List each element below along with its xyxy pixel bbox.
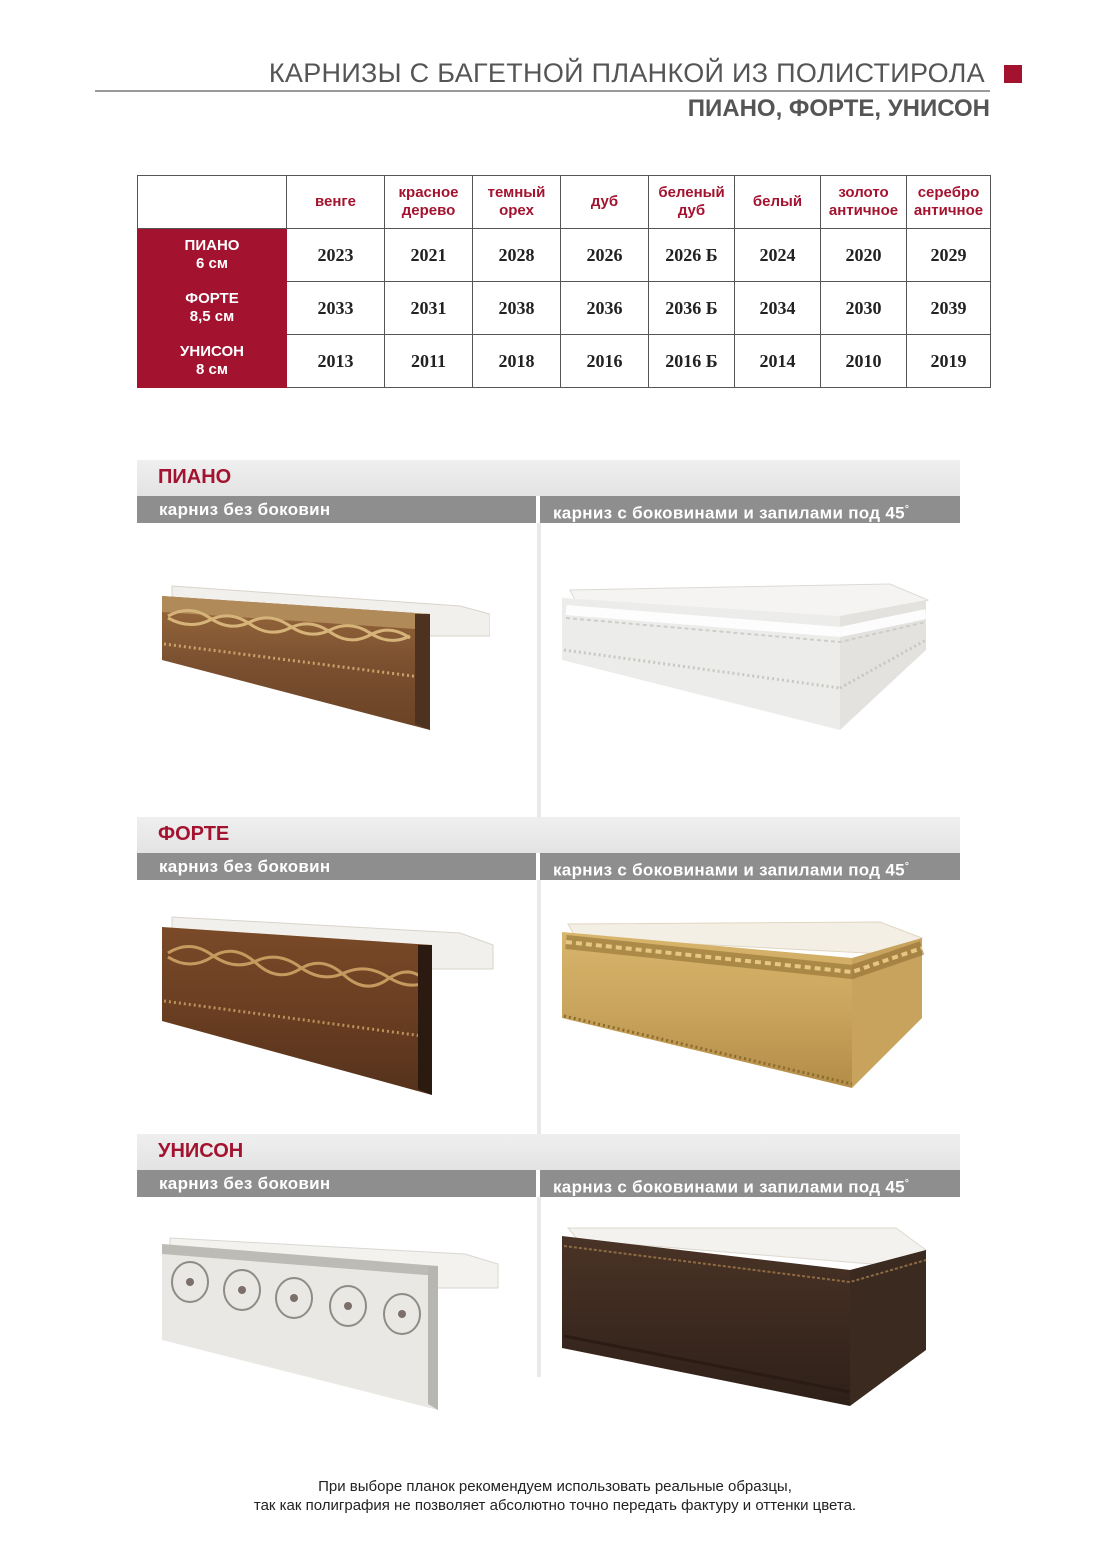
code-cell: 2014	[735, 335, 821, 388]
col-header-walnut: темный орех	[473, 176, 561, 229]
code-cell: 2038	[473, 282, 561, 335]
table-row	[138, 229, 991, 282]
code-cell: 2030	[821, 282, 907, 335]
code-cell: 2033	[287, 282, 385, 335]
code-cell: 2011	[385, 335, 473, 388]
row-header-piano: ПИАНО 6 см	[138, 229, 287, 282]
code-cell: 2019	[907, 335, 991, 388]
code-cell: 2036	[561, 282, 649, 335]
code-cell: 2013	[287, 335, 385, 388]
page-subtitle: ПИАНО, ФОРТЕ, УНИСОН	[687, 95, 990, 122]
code-cell: 2018	[473, 335, 561, 388]
page-title: КАРНИЗЫ С БАГЕТНОЙ ПЛАНКОЙ ИЗ ПОЛИСТИРОЛА	[268, 58, 985, 88]
footer-note-line1: При выборе планок рекомендуем использовать реальные образцы,	[318, 1478, 792, 1495]
code-cell: 2016 Б	[649, 335, 735, 388]
piano-cornice-with-sides-image	[560, 580, 930, 740]
forte-cornice-image	[160, 913, 495, 1103]
footer-note-line2: так как полиграфия не позволяет абсолютно точно передать фактуру и оттенки цвета.	[253, 1497, 857, 1514]
column-divider	[537, 880, 541, 1135]
table-row	[138, 282, 991, 335]
section-title-forte: ФОРТЕ	[158, 823, 230, 845]
code-cell: 2031	[385, 282, 473, 335]
code-cell: 2020	[821, 229, 907, 282]
corner-color-label: цвет	[238, 181, 272, 198]
code-cell: 2024	[735, 229, 821, 282]
code-cell: 2026 Б	[649, 229, 735, 282]
col-header-wenge: венге	[287, 176, 385, 229]
section-title-piano: ПИАНО	[158, 466, 232, 488]
label-with-sides: карниз с боковинами и запилами под 45°	[540, 1170, 960, 1197]
label-without-sides: карниз без боковин	[137, 496, 536, 523]
corner-form-label: форма	[146, 204, 197, 221]
code-cell: 2029	[907, 229, 991, 282]
column-divider	[537, 523, 541, 818]
col-header-oak: дуб	[561, 176, 649, 229]
code-cell: 2010	[821, 335, 907, 388]
col-header-antique-silver: серебро античное	[907, 176, 991, 229]
section-title-unison: УНИСОН	[158, 1140, 244, 1162]
code-cell: 2036 Б	[649, 282, 735, 335]
section-band-unison	[137, 1134, 960, 1170]
label-without-sides: карниз без боковин	[137, 1170, 536, 1197]
section-band-forte	[137, 817, 960, 853]
col-header-bleached-oak: беленый дуб	[649, 176, 735, 229]
label-with-sides: карниз с боковинами и запилами под 45°	[540, 496, 960, 523]
color-code-table	[137, 175, 991, 388]
code-cell: 2039	[907, 282, 991, 335]
table-corner-header	[138, 176, 287, 229]
col-header-antique-gold: золото античное	[821, 176, 907, 229]
title-divider	[95, 90, 990, 92]
forte-cornice-with-sides-image	[560, 918, 928, 1093]
code-cell: 2016	[561, 335, 649, 388]
piano-cornice-image	[160, 578, 490, 738]
column-divider	[537, 1197, 541, 1377]
label-with-sides: карниз с боковинами и запилами под 45°	[540, 853, 960, 880]
code-cell: 2034	[735, 282, 821, 335]
label-without-sides: карниз без боковин	[137, 853, 536, 880]
unison-cornice-image	[160, 1232, 500, 1417]
unison-cornice-with-sides-image	[560, 1224, 930, 1409]
code-cell: 2023	[287, 229, 385, 282]
section-band-piano	[137, 460, 960, 496]
brand-square-icon	[1004, 65, 1022, 83]
col-header-mahogany: красное дерево	[385, 176, 473, 229]
code-cell: 2026	[561, 229, 649, 282]
code-cell: 2021	[385, 229, 473, 282]
table-row	[138, 335, 991, 388]
row-header-unison: УНИСОН 8 см	[138, 335, 287, 388]
col-header-white: белый	[735, 176, 821, 229]
row-header-forte: ФОРТЕ 8,5 см	[138, 282, 287, 335]
code-cell: 2028	[473, 229, 561, 282]
